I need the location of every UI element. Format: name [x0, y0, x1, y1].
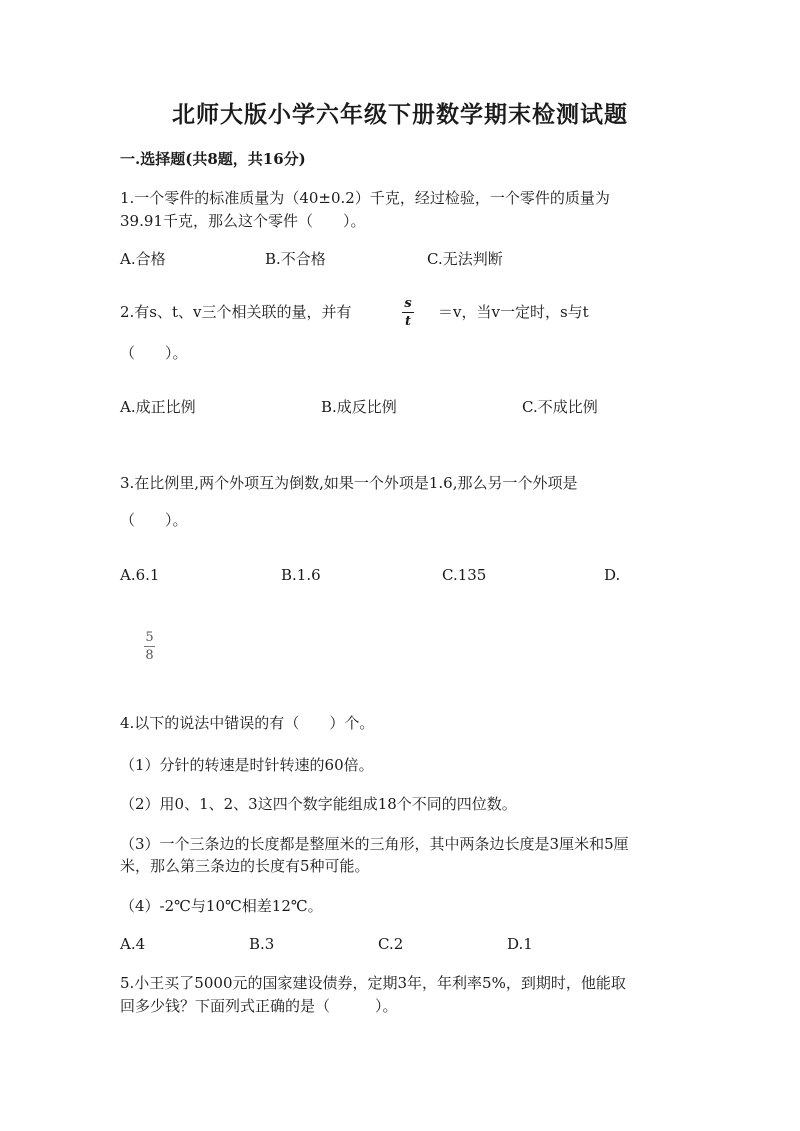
q4-line1: 4.以下的说法中错误的有（ ）个。 [120, 714, 375, 732]
q4-option-d: D.1 [507, 935, 533, 953]
q3-option-b: B.1.6 [281, 566, 321, 584]
q1-option-b: B.不合格 [265, 250, 326, 268]
q4-option-a: A.4 [120, 935, 146, 953]
q3-fraction-numerator: 5 [145, 630, 154, 645]
q2-fraction-denominator: t [404, 314, 411, 329]
q4-option-c: C.2 [378, 935, 404, 953]
q4-statement-3-line2: 米，那么第三条边的长度有5种可能。 [120, 857, 370, 875]
q4-statement-1: （1）分针的转速是时针转速的60倍。 [120, 756, 374, 774]
page-title: 北师大版小学六年级下册数学期末检测试题 [172, 101, 628, 128]
q3-option-c: C.135 [442, 566, 487, 584]
q2-option-b: B.成反比例 [321, 398, 397, 416]
q1-line1: 1.一个零件的标准质量为（40±0.2）千克，经过检验，一个零件的质量为 [120, 189, 610, 207]
q2-line2: （ ）。 [120, 344, 188, 362]
fraction-bar [144, 646, 155, 647]
q3-option-a: A.6.1 [120, 566, 160, 584]
q2-line1-end: ＝v，当v一定时，s与t [438, 303, 589, 321]
q2-option-a: A.成正比例 [120, 398, 196, 416]
q4-statement-2: （2）用0、1、2、3这四个数字能组成18个不同的四位数。 [120, 795, 517, 813]
q2-fraction-s-over-t [402, 296, 414, 329]
q4-statement-4: （4）-2℃与10℃相差12℃。 [120, 897, 323, 915]
section-heading: 一.选择题(共8题，共16分) [120, 150, 306, 168]
q3-line1: 3.在比例里,两个外项互为倒数,如果一个外项是1.6,那么另一个外项是 [120, 474, 578, 492]
q3-option-d-fraction [144, 630, 155, 663]
fraction-bar [402, 312, 414, 313]
q1-line2: 39.91千克，那么这个零件（ ）。 [120, 212, 366, 230]
q5-line1: 5.小王买了5000元的国家建设债券，定期3年，年利率5%，到期时，他能取 [120, 974, 626, 992]
q2-fraction-numerator: s [404, 296, 412, 311]
q5-line2: 回多少钱？下面列式正确的是（ ）。 [120, 997, 398, 1015]
q3-fraction-denominator: 8 [145, 648, 154, 663]
q1-option-c: C.无法判断 [427, 250, 503, 268]
q3-option-d: D. [604, 566, 621, 584]
q2-option-c: C.不成比例 [522, 398, 598, 416]
q4-option-b: B.3 [249, 935, 275, 953]
q4-statement-3-line1: （3）一个三条边的长度都是整厘米的三角形，其中两条边长度是3厘米和5厘 [120, 835, 629, 853]
q3-line2: （ ）。 [120, 511, 188, 529]
q1-option-a: A.合格 [120, 250, 166, 268]
q2-line1-start: 2.有s、t、v三个相关联的量，并有 [120, 303, 352, 321]
